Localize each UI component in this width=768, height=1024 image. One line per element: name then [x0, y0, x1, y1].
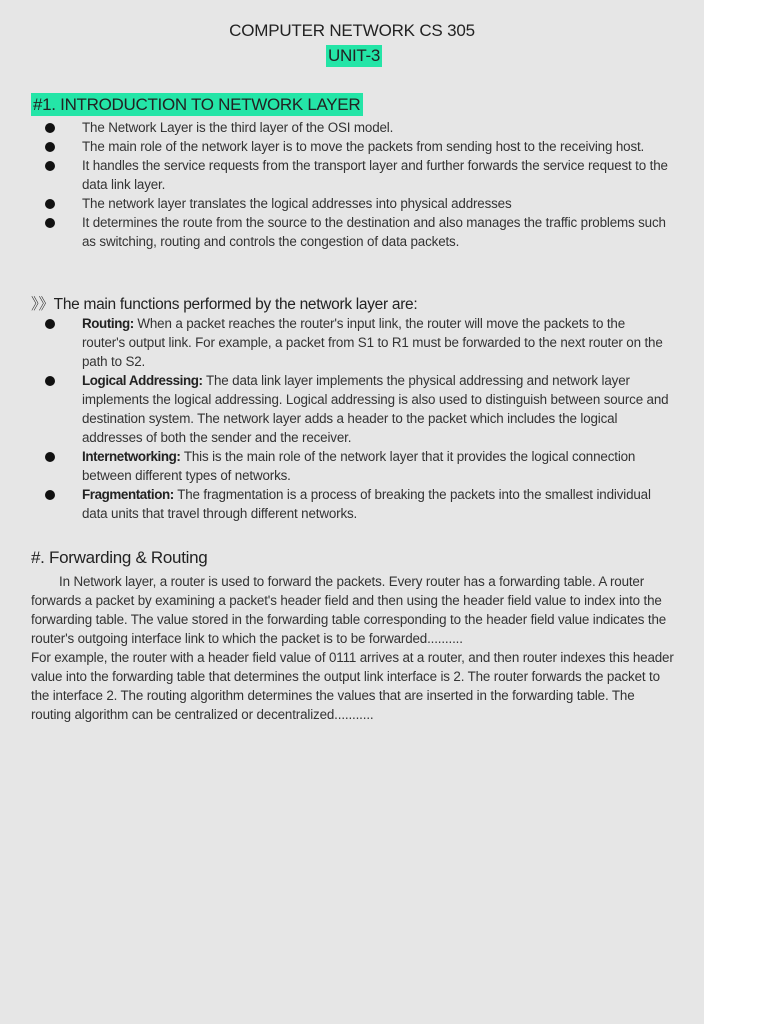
list-item — [0, 371, 704, 447]
bullet-icon — [45, 123, 55, 133]
function-description: When a packet reaches the router's input link, the router will move the packets to the router's output link. For example, a packet from S1 to R1 must be forwarded to the next router on the path to S2. — [82, 316, 663, 369]
function-term: Internetworking: — [82, 449, 181, 464]
bullet-icon — [45, 319, 55, 329]
bullet-text: The main role of the network layer is to move the packets from sending host to the receiving host. — [82, 139, 645, 154]
bullet-text: It determines the route from the source to the destination and also manages the traffic problems such as switching, routing and controls the congestion of data packets. — [82, 215, 666, 249]
list-item — [0, 118, 704, 137]
list-item — [0, 485, 704, 523]
list-item — [0, 314, 704, 371]
bullet-icon — [45, 490, 55, 500]
function-description: This is the main role of the network layer that it provides the logical connection between different types of networks. — [82, 449, 636, 483]
list-item — [0, 213, 704, 251]
function-term: Routing: — [82, 316, 134, 331]
bullet-icon — [45, 161, 55, 171]
bullet-icon — [45, 142, 55, 152]
function-term: Fragmentation: — [82, 487, 174, 502]
bullet-icon — [45, 452, 55, 462]
intro-bullet-list — [0, 118, 704, 251]
list-item — [0, 156, 704, 194]
forwarding-paragraph-1: In Network layer, a router is used to forward the packets. Every router has a forwarding table. A router forwards a packet by examining a packet's header field and then using the header field value to index into the forwarding table. The value stored in the forwarding table corresponding to the header field value indicates the router's outgoing interface link to which the packet is to be forwarded.......... — [31, 574, 667, 646]
bullet-icon — [45, 218, 55, 228]
forwarding-paragraph-2: For example, the router with a header field value of 0111 arrives at a router, and then router indexes this header value into the forwarding table that determines the output link interface is 2. The router forwards the packet to the interface 2. The routing algorithm determines the values that are inserted in the forwarding table. The routing algorithm can be centralized or decentralized........... — [31, 650, 674, 722]
list-item — [0, 137, 704, 156]
course-title: COMPUTER NETWORK CS 305 — [229, 21, 475, 40]
function-term: Logical Addressing: — [82, 373, 203, 388]
function-description: The data link layer implements the physical addressing and network layer implements the logical addressing. Logical addressing is also used to distinguish between source and destination system. The network layer adds a header to the packet which includes the logical addresses of both the sender and the receiver. — [82, 373, 669, 445]
functions-heading: 》》The main functions performed by the network layer are: — [31, 296, 418, 313]
section-heading-introduction: #1. INTRODUCTION TO NETWORK LAYER — [31, 93, 363, 116]
bullet-text: It handles the service requests from the transport layer and further forwards the service request to the data link layer. — [82, 158, 668, 192]
bullet-text: The network layer translates the logical addresses into physical addresses — [82, 196, 512, 211]
function-description: The fragmentation is a process of breaking the packets into the smallest individual data units that travel through different networks. — [82, 487, 651, 521]
unit-label: UNIT-3 — [328, 46, 381, 65]
list-item — [0, 447, 704, 485]
functions-bullet-list — [0, 314, 704, 523]
list-item — [0, 194, 704, 213]
bullet-icon — [45, 199, 55, 209]
bullet-icon — [45, 376, 55, 386]
bullet-text: The Network Layer is the third layer of the OSI model. — [82, 120, 394, 135]
forwarding-routing-heading: #. Forwarding & Routing — [31, 548, 208, 567]
